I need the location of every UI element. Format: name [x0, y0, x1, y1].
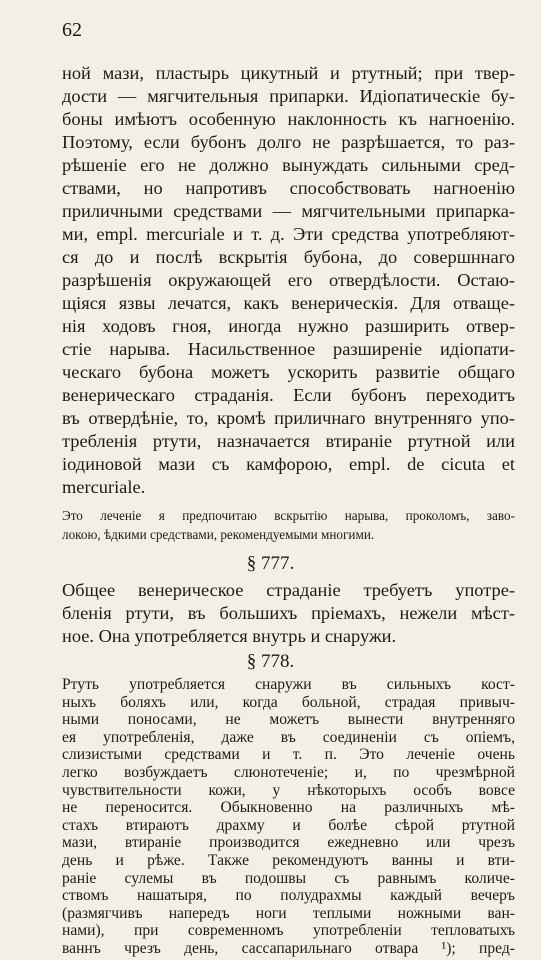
paragraph-3-line: (размягчивъ напередъ ноги теплыми ножными ван- — [62, 904, 515, 922]
footnote-line: локою, ѣдкими средствами, рекомендуемыми многими. — [62, 527, 375, 542]
paragraph-1-line: Поэтому, если бубонъ долго не разрѣшается, то раз- — [62, 132, 515, 152]
paragraph-1-line: іодиновой мази съ камфорою, empl. de cicuta et — [62, 454, 515, 474]
paragraph-1-line: въ отвердѣніе, то, кромѣ приличнаго внутренняго упо- — [62, 408, 515, 428]
paragraph-3-line: мази, втираніе производится ежедневно или чрезъ — [62, 834, 515, 852]
paragraph-1-line: mercuriale. — [62, 477, 146, 497]
paragraph-1-line: ми, empl. mercuriale и т. д. Эти средства употребляют- — [62, 224, 515, 244]
paragraph-3-line: Ртуть употребляется снаружи въ сильныхъ кост- — [62, 676, 515, 693]
paragraph-3-line: ными поносами, не можетъ вынести внутренняго — [62, 711, 515, 729]
paragraph-1-line: ствами, но напротивъ способствовать нагноенію — [62, 178, 515, 198]
paragraph-1-line: приличными средствами — мягчительными припарка- — [62, 201, 515, 221]
paragraph-2-line: ное. Она употребляется внутрь и снаружи. — [62, 626, 397, 646]
paragraph-1-line: разрѣшенія окружающей его отвердѣлости. Остаю- — [62, 270, 515, 290]
paragraph-3-line: легко возбуждаетъ слюнотеченіе; и, по чрезмѣрной — [62, 764, 515, 781]
paragraph-2-line: бленія ртути, въ большихъ пріемахъ, нежели мѣст- — [62, 603, 515, 623]
paragraph-3-line: не переносится. Обыкновенно на различныхъ мѣ- — [62, 799, 515, 817]
paragraph-3-line: нами), при современномъ употребленіи тепловатыхъ — [62, 922, 515, 940]
paragraph-1-line: боны имѣютъ особенную наклонность къ нагноенію. — [62, 109, 515, 129]
paragraph-1-line: ческаго бубона можетъ ускорить развитіе общаго — [62, 362, 515, 382]
paragraph-1-line: венерическаго страданія. Если бубонъ переходитъ — [62, 385, 515, 405]
paragraph-3-line: день и рѣже. Также рекомендуютъ ванны и вти- — [62, 852, 515, 869]
paragraph-3-line: ныхъ боляхъ или, когда больной, страдая привыч- — [62, 693, 515, 711]
section-heading-778: § 778. — [246, 651, 295, 672]
paragraph-1-line: дости — мягчительныя припарки. Идіопатическіе бу- — [62, 86, 515, 106]
paragraph-1-line: ной мази, пластырь цикутный и ртутный; при твер- — [62, 63, 515, 83]
paragraph-3-line: раніе сулемы въ подошвы съ равнымъ количе- — [62, 869, 515, 887]
paragraph-1-line: щіяся язвы лечатся, какъ венерическія. Для отваще- — [62, 293, 515, 313]
page-number: 62 — [62, 19, 82, 41]
paragraph-1-line: стіе нарыва. Насильственное разширеніе идіопати- — [62, 339, 515, 359]
paragraph-3-line: ваннъ чрезъ день, сассапарильнаго отвара ¹); пред- — [62, 940, 515, 957]
paragraph-1-line: требленія ртути, назначается втираніе ртутной или — [62, 431, 515, 451]
paragraph-1-line: нія ходовъ гноя, иногда нужно разширить отвер- — [62, 316, 515, 336]
footnote-line: Это леченіе я предпочитаю вскрытію нарыва, проколомъ, заво- — [62, 508, 515, 523]
paragraph-3-line: ствомъ нашатыря, по полудрахмы каждый вечеръ — [62, 887, 515, 905]
section-heading-777: § 777. — [246, 553, 295, 574]
paragraph-3-line: слизистыми средствами и т. п. Это леченіе очень — [62, 746, 515, 764]
paragraph-3-line: стахъ втираютъ драхму и болѣе сѣрой ртутной — [62, 816, 515, 834]
paragraph-1-line: рѣшеніе его не должно вынуждать сильными сред- — [62, 155, 515, 175]
paragraph-1-line: ся до и послѣ вскрытія бубона, до совершннаго — [62, 247, 515, 267]
paragraph-3-line: чувствительности кожи, у нѣкоторыхъ особъ вовсе — [62, 781, 515, 799]
paragraph-3-line: ея употребленія, даже въ соединеніи съ опіемъ, — [62, 728, 515, 746]
paragraph-2-line: Общее венерическое страданіе требуетъ употре- — [62, 580, 515, 600]
